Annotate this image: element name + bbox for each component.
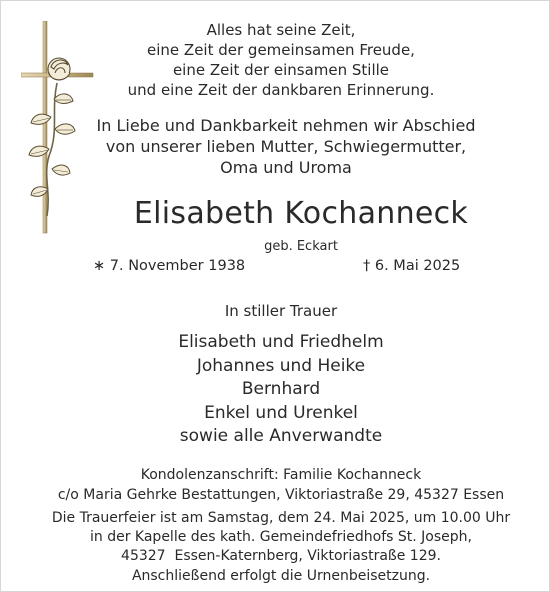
poem-line: Alles hat seine Zeit, bbox=[206, 21, 356, 39]
ceremony-info bbox=[6, 509, 550, 586]
mourner: sowie alle Anverwandte bbox=[179, 426, 383, 446]
intro-line: Oma und Uroma bbox=[220, 158, 352, 177]
poem-line: und eine Zeit der dankbaren Erinnerung. bbox=[127, 81, 435, 99]
address-line: Kondolenzanschrift: Familie Kochanneck bbox=[140, 467, 422, 483]
death-date: † 6. Mai 2025 bbox=[363, 258, 461, 274]
poem bbox=[61, 20, 501, 100]
intro-line: In Liebe und Dankbarkeit nehmen wir Abschied bbox=[96, 116, 476, 135]
mourner: Bernhard bbox=[241, 379, 321, 399]
farewell-intro bbox=[41, 115, 531, 178]
birth-date: ∗ 7. November 1938 bbox=[93, 258, 246, 274]
mourner: Elisabeth und Friedhelm bbox=[178, 332, 384, 352]
ceremony-line: in der Kapelle des kath. Gemeindefriedhofs St. Joseph, bbox=[90, 529, 472, 546]
ceremony-line: Die Trauerfeier ist am Samstag, dem 24. Mai 2025, um 10.00 Uhr bbox=[51, 510, 511, 526]
mourner: Johannes und Heike bbox=[196, 355, 366, 376]
ceremony-line: 45327 Essen-Katernberg, Viktoriastraße 129. bbox=[121, 548, 441, 565]
poem-line: eine Zeit der gemeinsamen Freude, bbox=[147, 41, 415, 59]
ceremony-line: Anschließend erfolgt die Urnenbeisetzung. bbox=[131, 567, 431, 584]
deceased-name: Elisabeth Kochanneck bbox=[133, 196, 469, 231]
condolence-address bbox=[6, 466, 550, 505]
birth-name: geb. Eckart bbox=[264, 239, 338, 254]
poem-line: eine Zeit der einsamen Stille bbox=[172, 61, 390, 79]
intro-line: von unserer lieben Mutter, Schwiegermutter, bbox=[105, 137, 467, 156]
mourners-list bbox=[6, 331, 550, 449]
mourner: Enkel und Urenkel bbox=[204, 402, 358, 423]
mourning-line: In stiller Trauer bbox=[224, 302, 338, 320]
address-line: c/o Maria Gehrke Bestattungen, Viktoriastraße 29, 45327 Essen bbox=[57, 486, 505, 503]
